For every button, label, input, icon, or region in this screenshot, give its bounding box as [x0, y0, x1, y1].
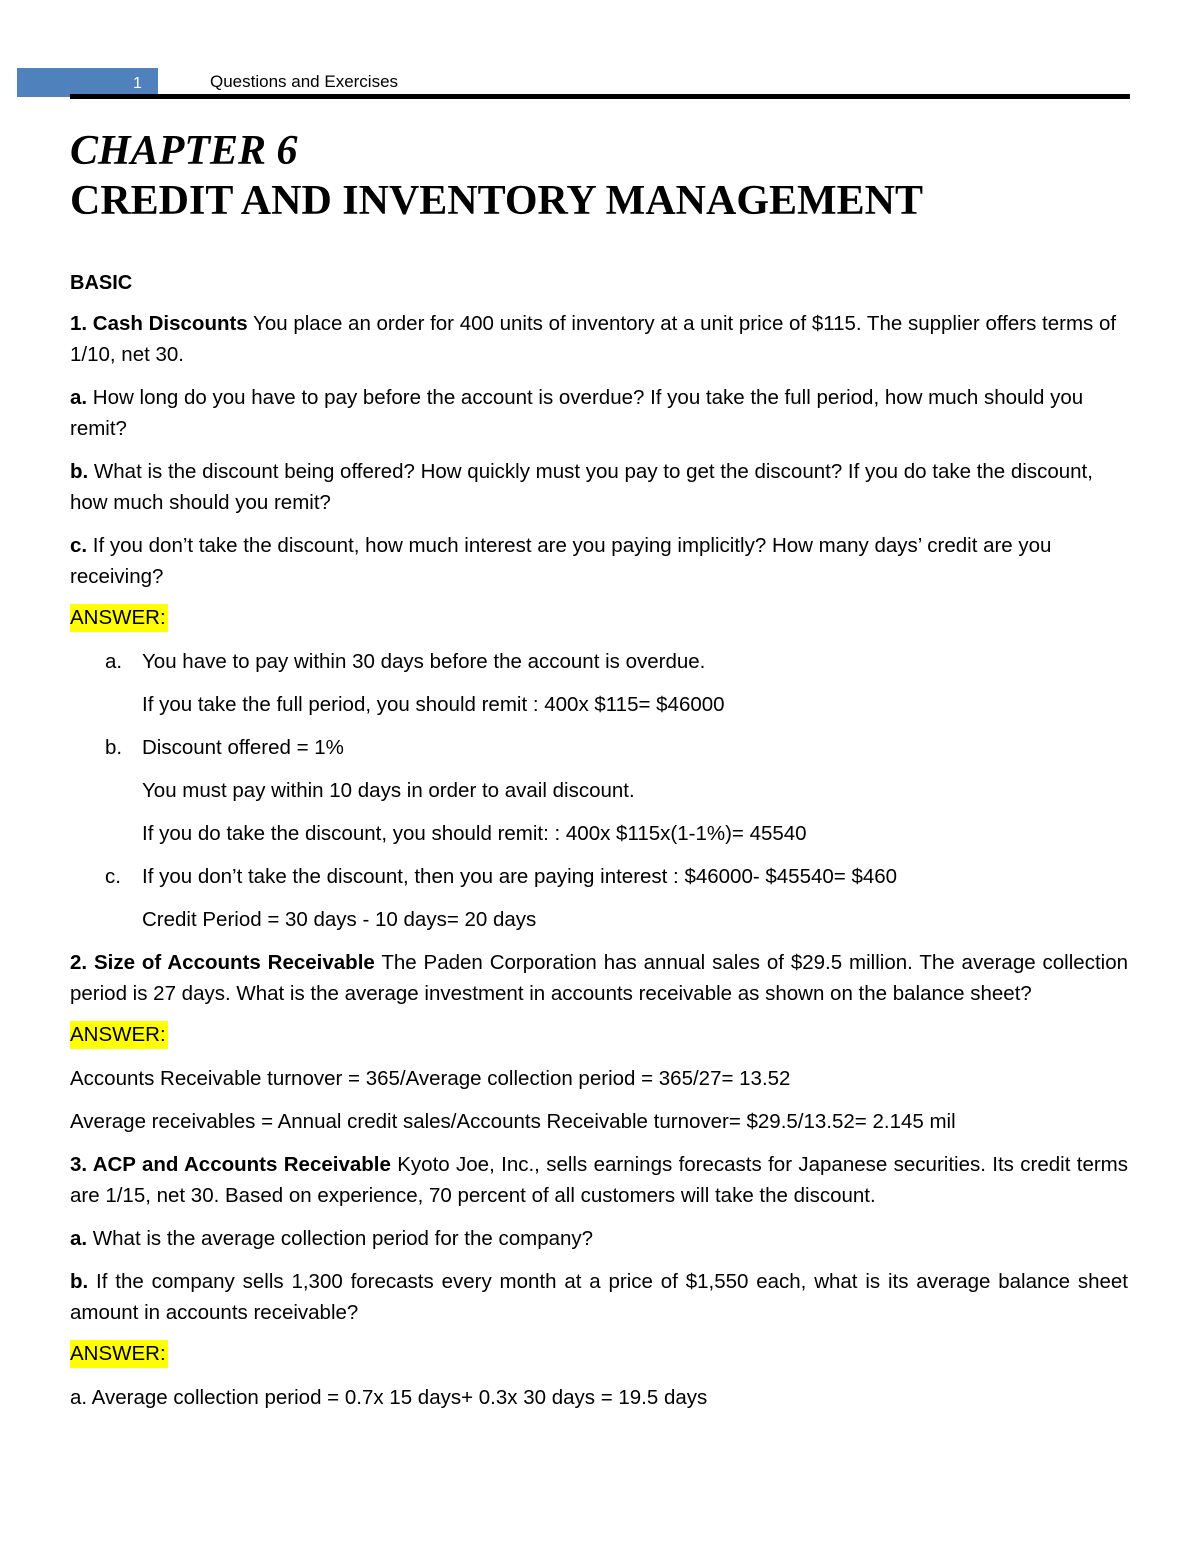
- question-1-text: You place an order for 400 units of inventory at a unit price of $115. The supplier offers terms of 1/10, net 30.: [70, 312, 1117, 366]
- page-header: [17, 68, 1130, 100]
- question-1a-label: a.: [70, 386, 88, 409]
- answer-1b-line2: You must pay within 10 days in order to avail discount.: [142, 779, 635, 802]
- answer-2-line1: Accounts Receivable turnover = 365/Average collection period = 365/27= 13.52: [70, 1067, 791, 1090]
- question-2: [70, 947, 1128, 1009]
- answer-label: ANSWER:: [70, 1021, 168, 1049]
- section-label: BASIC: [70, 272, 133, 294]
- question-3a-text: What is the average collection period for the company?: [87, 1227, 594, 1250]
- question-3a: [70, 1223, 1128, 1254]
- page-number: 1: [133, 75, 142, 92]
- question-1a: [70, 382, 1128, 444]
- answer-1c-marker: c.: [105, 865, 121, 888]
- answer-1b-line1: Discount offered = 1%: [142, 736, 344, 759]
- question-3b-label: b.: [70, 1270, 89, 1293]
- question-1b-label: b.: [70, 460, 89, 483]
- answer-1a-line2: If you take the full period, you should remit : 400x $115= $46000: [142, 693, 725, 716]
- chapter-title: CREDIT AND INVENTORY MANAGEMENT: [70, 178, 924, 224]
- answer-1b-marker: b.: [105, 736, 123, 759]
- question-1b: [70, 456, 1128, 518]
- question-3b-text: If the company sells 1,300 forecasts every month at a price of $1,550 each, what is its average balance sheet amount in accounts receivable?: [70, 1270, 1128, 1324]
- answer-1-list: [70, 646, 1128, 935]
- question-1c-label: c.: [70, 534, 88, 557]
- answer-1c-line2: Credit Period = 30 days - 10 days= 20 days: [142, 908, 537, 931]
- question-2-text: The Paden Corporation has annual sales of $29.5 million. The average collection period is 27 days. What is the average investment in accounts receivable as shown on the balance sheet?: [70, 951, 1128, 1005]
- question-1b-text: What is the discount being offered? How quickly must you pay to get the discount? If you do take the discount, how much should you remit?: [70, 460, 1093, 514]
- question-1-heading: 1. Cash Discounts: [70, 312, 248, 335]
- answer-2-line2: Average receivables = Annual credit sales/Accounts Receivable turnover= $29.5/13.52= 2.145 mil: [70, 1110, 956, 1133]
- header-title: Questions and Exercises: [210, 72, 399, 91]
- question-1c: [70, 530, 1128, 592]
- answer-1b: [70, 732, 1128, 763]
- answer-1b-line3: If you do take the discount, you should remit: : 400x $115x(1-1%)= 45540: [142, 822, 807, 845]
- answer-1a: [70, 646, 1128, 677]
- answer-1c-line1: If you don’t take the discount, then you are paying interest : $46000- $45540= $460: [142, 865, 898, 888]
- header-rule: [70, 94, 1130, 99]
- question-1a-text: How long do you have to pay before the account is overdue? If you take the full period, how much should you remit?: [70, 386, 1084, 440]
- question-3b: [70, 1266, 1128, 1328]
- question-3a-label: a.: [70, 1227, 88, 1250]
- question-2-heading: 2. Size of Accounts Receivable: [70, 951, 375, 974]
- answer-label: ANSWER:: [70, 604, 168, 632]
- question-1: [70, 308, 1128, 370]
- answer-1c: [70, 861, 1128, 892]
- document-body: [70, 126, 1128, 1425]
- question-3-text: Kyoto Joe, Inc., sells earnings forecasts for Japanese securities. Its credit terms are 1/15, net 30. Based on experience, 70 percent of all customers will take the discount.: [70, 1153, 1129, 1207]
- chapter-number: CHAPTER 6: [70, 128, 298, 174]
- answer-1a-marker: a.: [105, 650, 123, 673]
- question-3-heading: 3. ACP and Accounts Receivable: [70, 1153, 391, 1176]
- question-3: [70, 1149, 1128, 1211]
- answer-3-line1: a. Average collection period = 0.7x 15 days+ 0.3x 30 days = 19.5 days: [70, 1386, 708, 1409]
- page-number-box: [17, 68, 158, 97]
- question-1c-text: If you don’t take the discount, how much interest are you paying implicitly? How many days’ credit are you receiving?: [70, 534, 1052, 588]
- answer-label: ANSWER:: [70, 1340, 168, 1368]
- answer-1a-line1: You have to pay within 30 days before the account is overdue.: [142, 650, 706, 673]
